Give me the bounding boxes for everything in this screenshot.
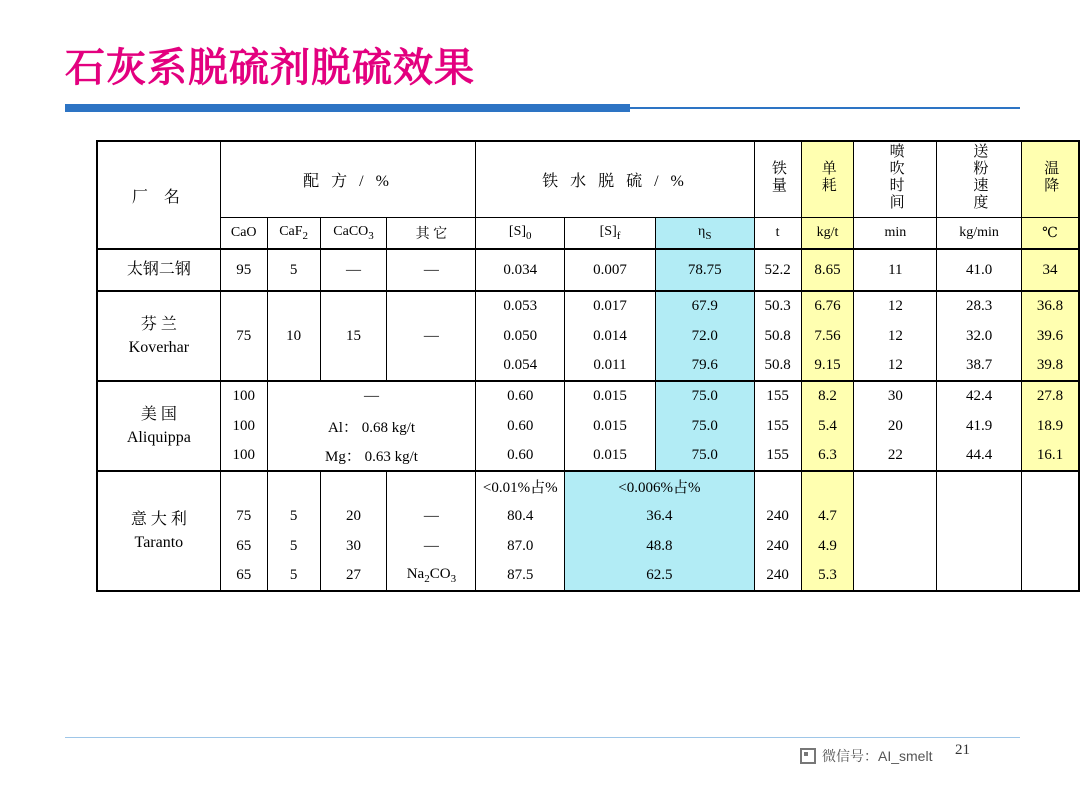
cell-unit-consumption-spacer xyxy=(801,471,854,501)
cell-s0: 0.053 xyxy=(476,291,565,321)
cell-other: Mg： 0.63 kg/t xyxy=(267,441,476,471)
cell-eta: 75.0 xyxy=(655,441,754,471)
cell-unit-consumption: 8.2 xyxy=(801,381,854,411)
cell-caco3: — xyxy=(320,249,387,291)
cell-caco3: 27 xyxy=(320,561,387,591)
cell-blow-time: 22 xyxy=(854,441,937,471)
cell-temp-drop: 36.8 xyxy=(1022,291,1079,321)
cell-temp-drop: 39.8 xyxy=(1022,351,1079,381)
cell-cao: 95 xyxy=(220,249,267,291)
cell-other: $Na_2CO_3$ xyxy=(387,561,476,591)
cell-powder-rate: 38.7 xyxy=(937,351,1022,381)
cell-unit-consumption: 8.65 xyxy=(801,249,854,291)
header-recipe-group: 配 方 / % xyxy=(220,141,476,218)
cell-sf: 36.4 xyxy=(565,501,755,531)
cell-plant-spacer xyxy=(97,471,220,501)
table-subheader-row xyxy=(97,471,1079,501)
cell-unit-consumption: 5.3 xyxy=(801,561,854,591)
cell-powder-rate: 28.3 xyxy=(937,291,1022,321)
cell-iron-qty: 50.8 xyxy=(754,351,801,381)
cell-caf2-spacer xyxy=(267,471,320,501)
cell-sf: 0.007 xyxy=(565,249,656,291)
header-desulf-group: 铁 水 脱 硫 / % xyxy=(476,141,754,218)
cell-iron-qty: 155 xyxy=(754,381,801,411)
cell-caco3: 30 xyxy=(320,531,387,561)
header-temp-drop: 温降 xyxy=(1022,141,1079,218)
cell-eta: 75.0 xyxy=(655,381,754,411)
footer-divider xyxy=(65,737,1020,738)
cell-eta: 75.0 xyxy=(655,411,754,441)
cell-temp-drop: 27.8 xyxy=(1022,381,1079,411)
cell-blow-time: 12 xyxy=(854,291,937,321)
header-blow-time: 喷吹时间 xyxy=(854,141,937,218)
cell-s0: 0.60 xyxy=(476,411,565,441)
cell-caco3: 20 xyxy=(320,501,387,531)
cell-powder-rate-empty xyxy=(937,471,1022,591)
header-unit-consumption: 单耗 xyxy=(801,141,854,218)
cell-s0: 87.5 xyxy=(476,561,565,591)
cell-sf: 0.015 xyxy=(565,381,656,411)
subheader-sf-percent: <0.006%占% xyxy=(565,471,755,501)
cell-other: — xyxy=(267,381,476,411)
cell-blow-time: 12 xyxy=(854,351,937,381)
cell-other-spacer xyxy=(387,471,476,501)
cell-cao: 100 xyxy=(220,411,267,441)
cell-sf: 0.017 xyxy=(565,291,656,321)
cell-s0: 0.050 xyxy=(476,321,565,351)
cell-s0: 0.034 xyxy=(476,249,565,291)
header-eta: $\eta_S$ xyxy=(655,218,754,250)
header-unit-t: t xyxy=(754,218,801,250)
subheader-s0-percent: <0.01%占% xyxy=(476,471,565,501)
cell-sf: 0.015 xyxy=(565,411,656,441)
cell-iron-qty: 52.2 xyxy=(754,249,801,291)
header-other: 其 它 xyxy=(387,218,476,250)
header-powder-rate: 送粉速度 xyxy=(937,141,1022,218)
cell-s0: 80.4 xyxy=(476,501,565,531)
cell-other: — xyxy=(387,501,476,531)
cell-temp-drop: 16.1 xyxy=(1022,441,1079,471)
cell-caf2: 5 xyxy=(267,249,320,291)
page-number: 21 xyxy=(955,742,970,758)
header-unit-kgmin: kg/min xyxy=(937,218,1022,250)
cell-iron-qty: 50.8 xyxy=(754,321,801,351)
cell-powder-rate: 41.9 xyxy=(937,411,1022,441)
cell-other: Al： 0.68 kg/t xyxy=(267,411,476,441)
cell-unit-consumption: 9.15 xyxy=(801,351,854,381)
cell-s0: 0.60 xyxy=(476,441,565,471)
cell-iron-qty: 240 xyxy=(754,501,801,531)
cell-iron-qty: 155 xyxy=(754,411,801,441)
header-sf: $[S]_f$ xyxy=(565,218,656,250)
header-plant: 厂 名 xyxy=(97,141,220,249)
header-unit-c: ℃ xyxy=(1022,218,1079,250)
cell-sf: 48.8 xyxy=(565,531,755,561)
desulfurization-data-table xyxy=(96,140,1080,592)
cell-iron-qty: 240 xyxy=(754,531,801,561)
cell-temp-drop: 34 xyxy=(1022,249,1079,291)
cell-blow-time-empty xyxy=(854,471,937,591)
cell-sf: 0.015 xyxy=(565,441,656,471)
header-caco3: CaCO$_3$ xyxy=(320,218,387,250)
table-row xyxy=(97,291,1079,321)
cell-caco3-spacer xyxy=(320,471,387,501)
cell-cao: 65 xyxy=(220,561,267,591)
cell-cao: 75 xyxy=(220,291,267,381)
table-header-row-group xyxy=(97,141,1079,218)
cell-caf2: 5 xyxy=(267,531,320,561)
cell-caf2: 5 xyxy=(267,561,320,591)
cell-eta: 78.75 xyxy=(655,249,754,291)
header-unit-kgt: kg/t xyxy=(801,218,854,250)
table-row xyxy=(97,411,1079,441)
cell-caf2: 10 xyxy=(267,291,320,381)
cell-s0: 0.60 xyxy=(476,381,565,411)
title-underline-thick xyxy=(65,104,630,112)
cell-eta: 72.0 xyxy=(655,321,754,351)
cell-other: — xyxy=(387,291,476,381)
cell-powder-rate: 41.0 xyxy=(937,249,1022,291)
cell-blow-time: 20 xyxy=(854,411,937,441)
header-cao: CaO xyxy=(220,218,267,250)
cell-unit-consumption: 5.4 xyxy=(801,411,854,441)
cell-iron-qty: 155 xyxy=(754,441,801,471)
cell-cao-spacer xyxy=(220,471,267,501)
cell-unit-consumption: 6.76 xyxy=(801,291,854,321)
cell-iron-qty-spacer xyxy=(754,471,801,501)
header-s0: $[S]_0$ xyxy=(476,218,565,250)
cell-iron-qty: 240 xyxy=(754,561,801,591)
table-row xyxy=(97,381,1079,411)
cell-powder-rate: 42.4 xyxy=(937,381,1022,411)
header-iron-qty: 铁量 xyxy=(754,141,801,218)
cell-sf: 0.011 xyxy=(565,351,656,381)
cell-sf: 0.014 xyxy=(565,321,656,351)
cell-unit-consumption: 4.7 xyxy=(801,501,854,531)
cell-blow-time: 12 xyxy=(854,321,937,351)
cell-s0: 0.054 xyxy=(476,351,565,381)
cell-blow-time: 30 xyxy=(854,381,937,411)
page-title: 石灰系脱硫剂脱硫效果 xyxy=(65,46,475,90)
cell-cao: 65 xyxy=(220,531,267,561)
cell-plant-cont xyxy=(97,561,220,591)
cell-sf: 62.5 xyxy=(565,561,755,591)
cell-temp-drop: 39.6 xyxy=(1022,321,1079,351)
table-row xyxy=(97,441,1079,471)
footer-text: 微信号：AI_smelt xyxy=(822,748,933,764)
cell-cao: 100 xyxy=(220,441,267,471)
cell-unit-consumption: 6.3 xyxy=(801,441,854,471)
cell-powder-rate: 32.0 xyxy=(937,321,1022,351)
cell-plant: 芬 兰 Koverhar xyxy=(97,291,220,381)
header-caf2: CaF$_2$ xyxy=(267,218,320,250)
cell-cao: 75 xyxy=(220,501,267,531)
title-underline-thin xyxy=(630,107,1020,109)
cell-plant: 美 国 Aliquippa xyxy=(97,381,220,471)
cell-unit-consumption: 7.56 xyxy=(801,321,854,351)
cell-temp-drop-empty xyxy=(1022,471,1079,591)
table-row xyxy=(97,249,1079,291)
cell-other: — xyxy=(387,531,476,561)
cell-unit-consumption: 4.9 xyxy=(801,531,854,561)
cell-plant: 意 大 利 Taranto xyxy=(97,501,220,561)
cell-caco3: 15 xyxy=(320,291,387,381)
cell-cao: 100 xyxy=(220,381,267,411)
cell-eta: 67.9 xyxy=(655,291,754,321)
cell-s0: 87.0 xyxy=(476,531,565,561)
footer-watermark xyxy=(800,746,932,766)
cell-iron-qty: 50.3 xyxy=(754,291,801,321)
header-unit-min: min xyxy=(854,218,937,250)
cell-caf2: 5 xyxy=(267,501,320,531)
table-header-row-units xyxy=(97,218,1079,250)
cell-eta: 79.6 xyxy=(655,351,754,381)
qr-code-icon xyxy=(800,748,816,764)
cell-other: — xyxy=(387,249,476,291)
cell-powder-rate: 44.4 xyxy=(937,441,1022,471)
cell-temp-drop: 18.9 xyxy=(1022,411,1079,441)
cell-blow-time: 11 xyxy=(854,249,937,291)
cell-plant: 太钢二钢 xyxy=(97,249,220,291)
